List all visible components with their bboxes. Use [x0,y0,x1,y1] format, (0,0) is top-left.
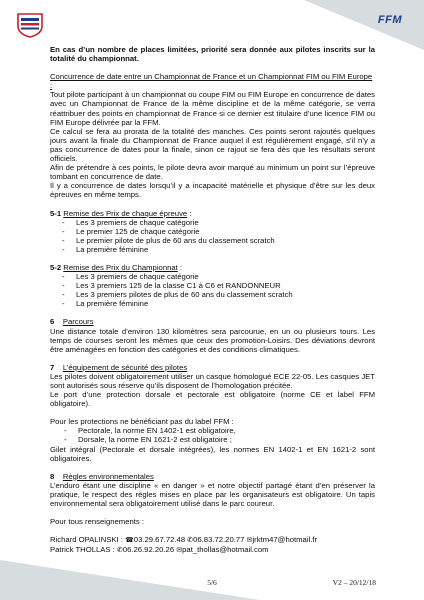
section-number: 5-1 [50,208,62,218]
section-8-heading [50,472,375,481]
section-7-list [50,426,375,444]
section-6-heading [50,317,375,326]
corner-decoration-top-right [304,0,424,50]
list-item: - Pectorale, la norme EN 1402-1 est obligatoire, [64,426,375,435]
section-title: L’équipement de sécurité des pilotes [62,362,188,372]
contact-email: pat_thollas@hotmail.com [182,545,269,555]
concurrence-paragraph-4: Il y a concurrence de dates lorsqu’il y a incapacité matérielle et physique d’être sur les deux épreuves en même temps. [50,181,375,200]
section-number: 8 [50,471,55,481]
email-icon: ✉ [246,537,253,545]
section-title: Règles environnementales [62,471,154,481]
list-item: - La première féminine [62,299,375,308]
contact-name: Richard OPALINSKI : [50,535,123,545]
section-colon: : [187,208,192,218]
contact-row [50,545,375,555]
concurrence-title: Concurrence de date entre un Championnat de France et un Championnat FIM ou FIM Europe : [50,72,373,91]
section-number: 7 [50,362,55,372]
section-title: Remise des Prix du Championnat [63,262,178,272]
section-5-1-heading [50,209,375,218]
list-item: - Le premier 125 de chaque catégorie [62,227,375,236]
section-6-text: Une distance totale d’environ 130 kilomètres sera parcourue, en un ou plusieurs tours. Les temps de courses seront les mêmes que ceux des promotion-Loisirs. Des déviations devront être aménagées en fonction des catégories et des conditions climatiques. [50,326,375,354]
contact-name: Patrick THOLLAS : [50,545,115,555]
section-number: 6 [50,317,55,327]
contact-phone: 03.29.67.72.48 [133,535,186,545]
list-item: - Dorsale, la norme EN 1621-2 est obligatoire ; [64,435,375,444]
section-8-text: L’enduro étant une discipline « en danger » et notre objectif partagé étant d’en préserver la pratique, le respect des règles mises en place par les organisateurs est obligatoire. Un tapis environnemental sera obligatoirement utilisé dans le parc coureur. [50,480,375,509]
list-item: - Les 3 premiers pilotes de plus de 60 ans du classement scratch [62,290,375,299]
document-body [50,45,375,555]
mobile-icon: ✆ [187,537,194,545]
contact-mobile: 06.26.92.20.26 [122,545,175,555]
email-icon: ✉ [176,547,183,555]
mobile-icon: ✆ [116,547,123,555]
section-7-paragraph-4: Gilet intégral (Pectorale et dorsale intégrées), les normes EN 1402-1 et EN 1621-2 sont obligatoires. [50,444,375,463]
section-title: Parcours [62,317,94,327]
contact-email: jrktm47@hotmail.fr [252,535,318,545]
contact-mobile: 06.83.72.20.77 [193,535,245,545]
section-7-heading [50,363,375,372]
concurrence-paragraph-2: Ce calcul se fera au prorata de la totalité des manches. Ces points seront rajoutés quelques jours avant la finale du Championnat de France auquel il est régulièrement engagé, s’il n’y a pas concurrence de dates pour la finale, sinon ce rajout se fera dès que les résultats seront officiels. [50,126,375,164]
concurrence-paragraph-3: Afin de prétendre à ces points, le pilote devra avoir marqué au minimum un point sur l’épreuve tombant en concurrence de date. [50,163,375,182]
section-7-paragraph-3: Pour les protections ne bénéficiant pas du label FFM : [50,417,234,427]
section-5-1-list [50,218,375,254]
contact-row [50,535,375,545]
section-number: 5-2 [50,262,62,272]
section-7-paragraph-2: Le port d’une protection dorsale et pectorale est obligatoire (norme CE et label FFM obligatoire). [50,390,375,409]
ffm-logo: FFM [377,14,402,26]
list-item: - Les 3 premiers de chaque catégorie [62,272,375,281]
section-5-2-list [50,272,375,308]
concurrence-paragraph-1: Tout pilote participant à un championnat ou coupe FIM ou FIM Europe en concurrence de dates avec un Championnat de France de la même discipline et de la même catégorie, se verra réattribuer des points en championnat de France si ce dernier est titulaire d’une licence FIM ou FIM Europe délivrée par la FFM. [50,90,375,127]
list-item: - La première féminine [62,245,375,254]
section-colon: : [177,262,183,272]
list-item: - Les 3 premiers 125 de la classe C1 à C6 et RANDONNEUR [62,281,375,290]
list-item: - Le premier pilote de plus de 60 ans du classement scratch [62,236,375,245]
federation-logo [15,12,45,38]
phone-icon: ☎ [125,537,134,545]
contacts-intro: Pour tous renseignements : [50,517,145,527]
list-item: - Les 3 premiers de chaque catégorie [62,218,375,227]
section-5-2-heading [50,263,375,272]
section-title: Remise des Prix de chaque épreuve [63,208,188,218]
intro-paragraph: En cas d’un nombre de places limitées, priorité sera donnée aux pilotes inscrits sur la totalité du championnat. [50,45,375,64]
document-version: V2 – 20/12/18 [332,578,376,587]
section-7-paragraph-1: Les pilotes doivent obligatoirement utiliser un casque homologué ECE 22-05. Les casques JET sont autorisés sous réserve qu’ils disposent de l’homologation précitée. [50,371,375,390]
page-number: 5/6 [207,578,217,587]
